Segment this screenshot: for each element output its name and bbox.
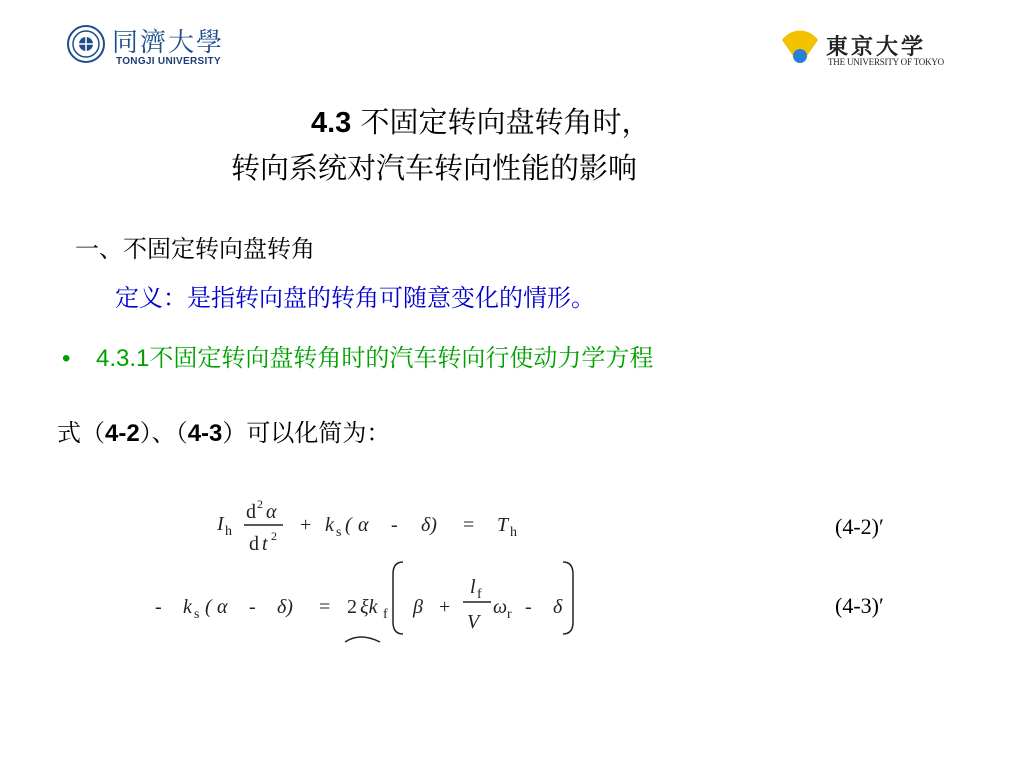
svg-text:δ): δ) bbox=[421, 514, 437, 536]
equation-4-3 bbox=[155, 562, 573, 642]
svg-text:-: - bbox=[391, 514, 398, 536]
intro-suffix: ）可以化简为： bbox=[222, 419, 391, 447]
bullet-marker: • bbox=[62, 345, 71, 372]
svg-text:V: V bbox=[467, 611, 480, 633]
svg-text:l: l bbox=[470, 576, 476, 598]
svg-text:h: h bbox=[225, 524, 232, 539]
svg-text:T: T bbox=[497, 514, 509, 536]
section-number: 4.3 bbox=[311, 107, 352, 139]
svg-text:I: I bbox=[217, 513, 224, 535]
equation-block bbox=[145, 490, 925, 650]
intro-prefix: 式（ bbox=[57, 419, 105, 447]
svg-text:r: r bbox=[507, 607, 512, 622]
bullet-section-number: 4.3.1 bbox=[96, 345, 150, 372]
svg-text:ω: ω bbox=[493, 596, 508, 618]
svg-text:(: ( bbox=[205, 596, 212, 618]
tongji-seal-icon bbox=[66, 24, 106, 64]
slide-title-line-2: 转向系统对汽车转向性能的影响 bbox=[231, 151, 638, 185]
svg-text:s: s bbox=[336, 525, 342, 540]
svg-text:s: s bbox=[194, 607, 200, 622]
svg-text:-: - bbox=[155, 596, 162, 618]
equation-ref-1: 4-2 bbox=[105, 420, 140, 447]
svg-text:f: f bbox=[383, 607, 388, 622]
svg-text:k: k bbox=[325, 514, 334, 536]
bullet-item bbox=[62, 338, 653, 373]
formula-intro bbox=[57, 413, 390, 448]
svg-text:β: β bbox=[413, 596, 423, 618]
svg-text:α: α bbox=[217, 596, 228, 618]
svg-text:d: d bbox=[246, 501, 256, 523]
equation-label-4-2: (4-2)′ bbox=[835, 514, 884, 539]
equation-ref-2: 4-3 bbox=[187, 420, 223, 447]
svg-text:+: + bbox=[439, 596, 451, 618]
svg-text:2: 2 bbox=[257, 497, 263, 511]
intro-mid: ）、（ bbox=[139, 419, 188, 447]
slide-title-line-1 bbox=[311, 100, 651, 141]
tongji-university-logo bbox=[66, 22, 256, 70]
svg-text:α: α bbox=[266, 501, 277, 523]
svg-text:=: = bbox=[319, 596, 331, 618]
svg-text:α: α bbox=[358, 514, 369, 536]
university-of-tokyo-logo bbox=[778, 26, 948, 74]
title-line-1-text: 不固定转向盘转角时， bbox=[351, 105, 651, 139]
section-heading: 一、不固定转向盘转角 bbox=[75, 235, 315, 263]
ginkgo-leaf-icon bbox=[778, 26, 822, 70]
svg-text:h: h bbox=[510, 525, 517, 540]
definition-text: 定义：是指转向盘的转角可随意变化的情形。 bbox=[115, 284, 595, 312]
equation-label-4-3: (4-3)′ bbox=[835, 593, 884, 618]
svg-text:2: 2 bbox=[347, 596, 357, 618]
svg-text:t: t bbox=[262, 533, 268, 555]
tongji-logo-chinese: 同濟大學 bbox=[112, 28, 225, 58]
equation-4-2 bbox=[216, 497, 517, 555]
svg-text:f: f bbox=[477, 587, 482, 602]
tokyo-logo-english: THE UNIVERSITY OF TOKYO bbox=[828, 57, 944, 67]
svg-text:-: - bbox=[525, 596, 532, 618]
svg-text:+: + bbox=[300, 514, 312, 536]
svg-text:(: ( bbox=[345, 514, 352, 536]
svg-text:-: - bbox=[249, 596, 256, 618]
tokyo-logo-chinese: 東京大学 bbox=[826, 34, 927, 60]
svg-text:δ: δ bbox=[553, 596, 563, 618]
svg-text:k: k bbox=[183, 596, 192, 618]
bullet-text: 不固定转向盘转角时的汽车转向行使动力学方程 bbox=[149, 344, 654, 372]
svg-text:=: = bbox=[463, 514, 475, 536]
svg-text:d: d bbox=[249, 533, 259, 555]
svg-text:δ): δ) bbox=[277, 596, 293, 618]
tongji-logo-english: TONGJI UNIVERSITY bbox=[116, 56, 221, 67]
svg-text:2: 2 bbox=[271, 529, 277, 543]
svg-text:ξk: ξk bbox=[360, 596, 378, 618]
